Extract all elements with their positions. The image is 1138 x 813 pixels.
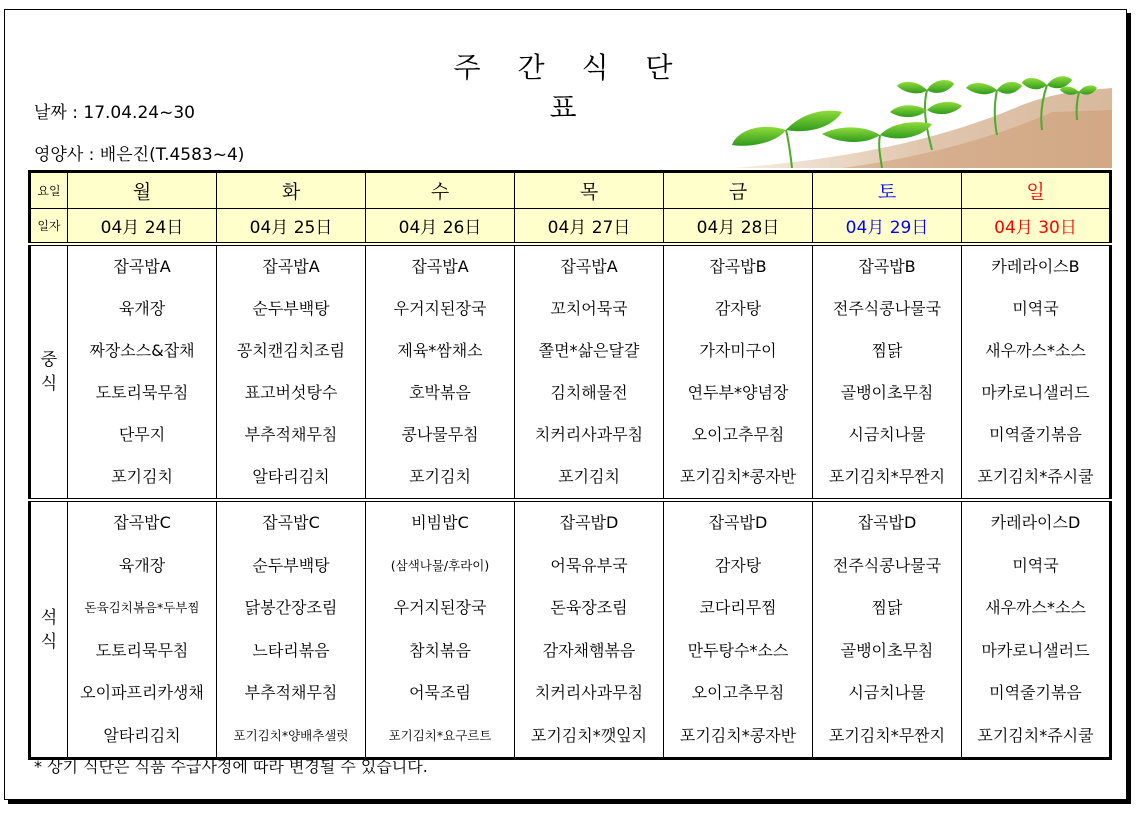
dish-item: 잡곡밥B bbox=[709, 257, 767, 276]
dish-item: 육개장 bbox=[118, 555, 166, 575]
dish-item: 포기김치*요구르트 bbox=[388, 727, 492, 743]
dish-item: 우거지된장국 bbox=[393, 598, 487, 617]
dish-item: 느타리볶음 bbox=[252, 640, 330, 660]
dish-item: 김치해물전 bbox=[550, 383, 628, 402]
dish-item: 잡곡밥D bbox=[708, 513, 768, 532]
dish-item: 미역국 bbox=[1012, 555, 1059, 575]
dish-item: 새우까스*소스 bbox=[985, 341, 1086, 360]
dish-item: 가자미구이 bbox=[699, 341, 777, 360]
dish-item: 잡곡밥D bbox=[559, 513, 619, 532]
dish-item: 호박볶음 bbox=[409, 383, 471, 402]
dish-item: 치커리사과무침 bbox=[534, 425, 644, 444]
dish-item: 포기김치*양배추샐럿 bbox=[233, 727, 349, 743]
lunch-cell-thu bbox=[515, 244, 664, 500]
dish-item: 포기김치 bbox=[409, 467, 471, 486]
dish-item: 콩나물무침 bbox=[401, 425, 479, 444]
dish-item: 어묵유부국 bbox=[550, 555, 628, 575]
date-thu: 04月 27日 bbox=[515, 209, 664, 245]
dish-item: 미역줄기볶음 bbox=[989, 683, 1082, 702]
dish-item: 포기김치*깻잎지 bbox=[530, 725, 648, 745]
dinner-cell-wed bbox=[366, 500, 515, 759]
dish-item: (삼색나물/후라이) bbox=[390, 557, 490, 573]
dish-item: 찜닭 bbox=[871, 341, 903, 360]
dish-item: 포기김치*무짠지 bbox=[828, 467, 946, 486]
dish-item: 감자탕 bbox=[714, 555, 762, 575]
date-sun: 04月 30日 bbox=[962, 209, 1111, 245]
dish-item: 미역국 bbox=[1012, 299, 1059, 318]
dish-item: 포기김치*무짠지 bbox=[828, 725, 946, 745]
dish-item: 우거지된장국 bbox=[393, 299, 487, 318]
dinner-label: 석 식 bbox=[30, 500, 68, 759]
dinner-row bbox=[30, 500, 1111, 759]
dinner-cell-tue bbox=[217, 500, 366, 759]
date-sat: 04月 29日 bbox=[813, 209, 962, 245]
dish-item: 오이파프리카생채 bbox=[80, 683, 204, 702]
date-row-label: 일자 bbox=[30, 209, 68, 245]
sprouts-illustration bbox=[722, 50, 1112, 168]
date-range: 날짜 : 17.04.24~30 bbox=[34, 103, 195, 123]
dish-item: 포기김치*콩자반 bbox=[679, 725, 797, 745]
dish-item: 잡곡밥A bbox=[113, 257, 171, 276]
dish-item: 잡곡밥C bbox=[262, 513, 320, 532]
lunch-row bbox=[30, 244, 1111, 500]
dish-item: 잡곡밥A bbox=[262, 257, 320, 276]
dish-item: 잡곡밥A bbox=[411, 257, 469, 276]
dish-item: 포기김치*쥬시쿨 bbox=[977, 467, 1094, 486]
dish-item: 만두탕수*소스 bbox=[687, 640, 789, 660]
dinner-cell-sat bbox=[813, 500, 962, 759]
weekday-tue: 화 bbox=[217, 172, 366, 209]
dish-item: 도토리묵무침 bbox=[95, 640, 189, 660]
date-wed: 04月 26日 bbox=[366, 209, 515, 245]
weekday-fri: 금 bbox=[664, 172, 813, 209]
dish-item: 골뱅이초무침 bbox=[840, 640, 934, 660]
dish-item: 부추적채무침 bbox=[244, 683, 338, 702]
dish-item: 육개장 bbox=[118, 299, 166, 318]
dish-item: 잡곡밥D bbox=[857, 513, 917, 532]
dish-item: 코다리무찜 bbox=[699, 598, 777, 617]
dish-item: 골뱅이초무침 bbox=[840, 383, 934, 402]
dish-item: 감자채햄볶음 bbox=[542, 640, 636, 660]
lunch-label: 중 식 bbox=[30, 244, 68, 500]
dish-item: 돈육장조림 bbox=[550, 598, 628, 617]
dish-item: 마카로니샐러드 bbox=[981, 640, 1090, 660]
dinner-cell-sun bbox=[962, 500, 1111, 759]
dish-item: 쫄면*삶은달걀 bbox=[538, 341, 640, 360]
weekday-thu: 목 bbox=[515, 172, 664, 209]
weekday-row-label: 요일 bbox=[30, 172, 68, 209]
dish-item: 오이고추무침 bbox=[691, 425, 785, 444]
dish-item: 도토리묵무침 bbox=[95, 383, 189, 402]
weekday-mon: 월 bbox=[68, 172, 217, 209]
weekly-menu-table bbox=[28, 170, 1112, 760]
date-tue: 04月 25日 bbox=[217, 209, 366, 245]
dish-item: 포기김치 bbox=[558, 467, 620, 486]
dish-item: 포기김치 bbox=[111, 467, 173, 486]
footnote: * 상기 식단은 식품 수급사정에 따라 변경될 수 있습니다. bbox=[34, 757, 428, 776]
lunch-cell-sat bbox=[813, 244, 962, 500]
dish-item: 치커리사과무침 bbox=[534, 683, 644, 702]
dish-item: 알타리김치 bbox=[103, 725, 181, 745]
dish-item: 오이고추무침 bbox=[691, 683, 785, 702]
dish-item: 잡곡밥A bbox=[560, 257, 618, 276]
dish-item: 꽁치캔김치조림 bbox=[236, 341, 346, 360]
dish-item: 감자탕 bbox=[714, 299, 762, 318]
date-row bbox=[30, 209, 1111, 245]
dish-item: 닭봉간장조림 bbox=[244, 598, 338, 617]
dish-item: 미역줄기볶음 bbox=[989, 425, 1082, 444]
weekday-sat: 토 bbox=[813, 172, 962, 209]
dish-item: 순두부백탕 bbox=[252, 555, 330, 575]
page-title: 주 간 식 단 표 bbox=[453, 51, 687, 124]
lunch-cell-tue bbox=[217, 244, 366, 500]
lunch-cell-wed bbox=[366, 244, 515, 500]
dish-item: 단무지 bbox=[118, 425, 166, 444]
dish-item: 카레라이스B bbox=[991, 257, 1080, 276]
dish-item: 부추적채무침 bbox=[244, 425, 338, 444]
dish-item: 카레라이스D bbox=[990, 513, 1081, 532]
dish-item: 새우까스*소스 bbox=[985, 598, 1086, 617]
lunch-cell-mon bbox=[68, 244, 217, 500]
dish-item: 포기김치*쥬시쿨 bbox=[977, 725, 1094, 745]
dinner-cell-thu bbox=[515, 500, 664, 759]
dish-item: 돈육김치볶음*두부찜 bbox=[84, 600, 200, 615]
dish-item: 제육*쌈채소 bbox=[397, 341, 483, 360]
date-fri: 04月 28日 bbox=[664, 209, 813, 245]
date-mon: 04月 24日 bbox=[68, 209, 217, 245]
dinner-cell-mon bbox=[68, 500, 217, 759]
weekday-row bbox=[30, 172, 1111, 209]
weekday-wed: 수 bbox=[366, 172, 515, 209]
dish-item: 찜닭 bbox=[871, 598, 903, 617]
dish-item: 시금치나물 bbox=[848, 425, 926, 444]
dish-item: 표고버섯탕수 bbox=[244, 383, 338, 402]
dish-item: 참치볶음 bbox=[409, 640, 471, 660]
weekday-sun: 일 bbox=[962, 172, 1111, 209]
dish-item: 마카로니샐러드 bbox=[981, 383, 1090, 402]
dish-item: 비빔밥C bbox=[411, 513, 469, 532]
dish-item: 잡곡밥C bbox=[113, 513, 171, 532]
dietitian-info: 영양사 : 배은진(T.4583~4) bbox=[34, 145, 245, 165]
dish-item: 시금치나물 bbox=[848, 683, 926, 702]
dinner-cell-fri bbox=[664, 500, 813, 759]
dish-item: 순두부백탕 bbox=[252, 299, 330, 318]
dish-item: 연두부*양념장 bbox=[687, 383, 789, 402]
lunch-cell-sun bbox=[962, 244, 1111, 500]
dish-item: 알타리김치 bbox=[252, 467, 330, 486]
dish-item: 어묵조림 bbox=[409, 683, 471, 702]
dish-item: 포기김치*콩자반 bbox=[679, 467, 797, 486]
lunch-cell-fri bbox=[664, 244, 813, 500]
dish-item: 꼬치어묵국 bbox=[550, 299, 628, 318]
dish-item: 전주식콩나물국 bbox=[832, 555, 942, 575]
dish-item: 잡곡밥B bbox=[858, 257, 916, 276]
dish-item: 짜장소스&잡채 bbox=[89, 341, 195, 360]
dish-item: 전주식콩나물국 bbox=[832, 299, 942, 318]
